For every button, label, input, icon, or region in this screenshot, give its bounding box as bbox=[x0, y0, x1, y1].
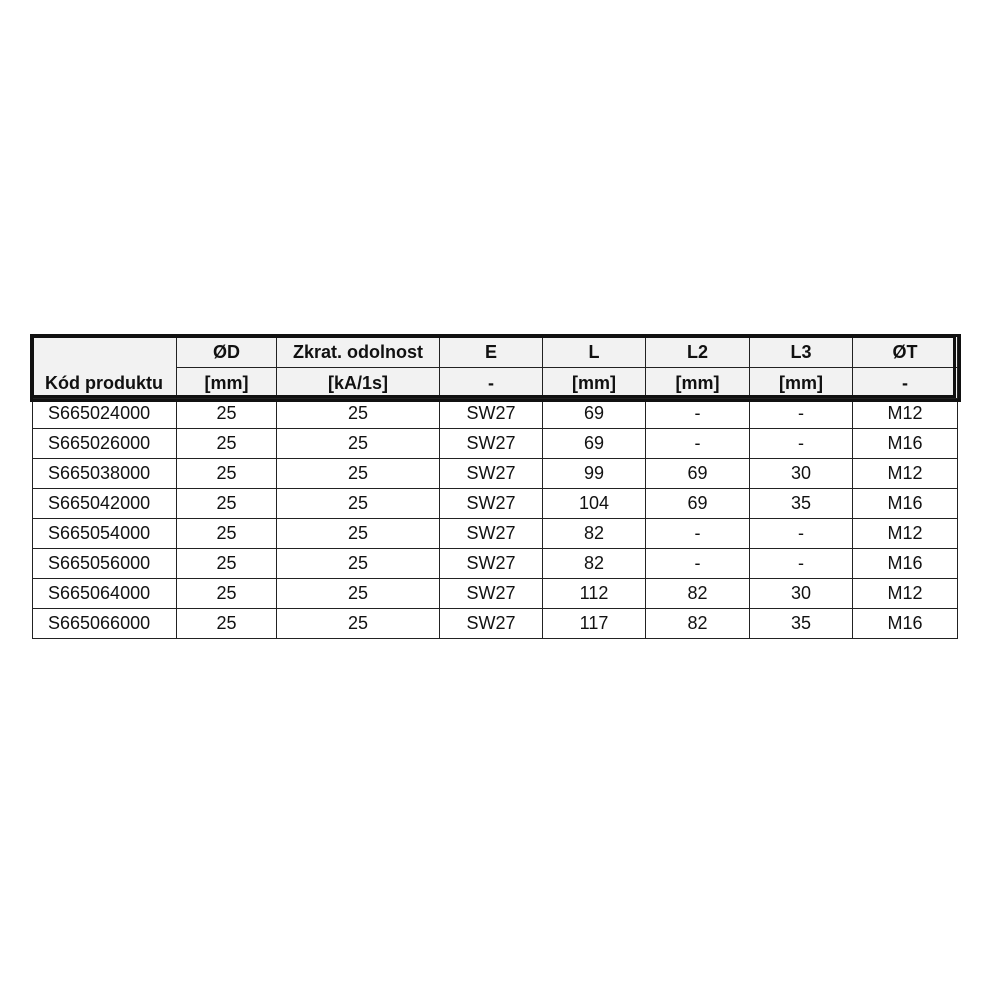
table-cell: M12 bbox=[853, 519, 958, 549]
table-cell: - bbox=[750, 519, 853, 549]
table-cell: 35 bbox=[750, 489, 853, 519]
product-code-cell: S665066000 bbox=[33, 609, 177, 639]
column-unit-thread: - bbox=[853, 368, 958, 399]
table-cell: 25 bbox=[177, 459, 277, 489]
table-cell: 99 bbox=[543, 459, 646, 489]
table-cell: 82 bbox=[646, 579, 750, 609]
table-cell: M16 bbox=[853, 609, 958, 639]
column-unit-e: - bbox=[440, 368, 543, 399]
table-cell: 25 bbox=[277, 519, 440, 549]
column-header-e: E bbox=[440, 337, 543, 368]
table-cell: 25 bbox=[177, 399, 277, 429]
table-cell: 25 bbox=[277, 429, 440, 459]
table-cell: 30 bbox=[750, 459, 853, 489]
table-cell: 104 bbox=[543, 489, 646, 519]
table-cell: M12 bbox=[853, 579, 958, 609]
table-cell: SW27 bbox=[440, 519, 543, 549]
table-cell: 69 bbox=[646, 459, 750, 489]
table-cell: M16 bbox=[853, 429, 958, 459]
table-row bbox=[33, 399, 958, 429]
table-cell: 25 bbox=[277, 549, 440, 579]
table-cell: SW27 bbox=[440, 399, 543, 429]
column-unit-l: [mm] bbox=[543, 368, 646, 399]
table-cell: 25 bbox=[177, 549, 277, 579]
table-cell: M16 bbox=[853, 489, 958, 519]
table-cell: 25 bbox=[177, 609, 277, 639]
table-cell: 69 bbox=[543, 399, 646, 429]
table-cell: 30 bbox=[750, 579, 853, 609]
header-row-names bbox=[33, 337, 958, 368]
table-cell: SW27 bbox=[440, 489, 543, 519]
table-header bbox=[33, 337, 958, 399]
column-unit-l3: [mm] bbox=[750, 368, 853, 399]
table-cell: 25 bbox=[177, 519, 277, 549]
product-table bbox=[32, 336, 958, 639]
product-table-container bbox=[32, 336, 957, 639]
table-cell: - bbox=[646, 549, 750, 579]
table-cell: SW27 bbox=[440, 579, 543, 609]
table-cell: 35 bbox=[750, 609, 853, 639]
table-cell: M12 bbox=[853, 459, 958, 489]
table-row bbox=[33, 429, 958, 459]
column-header-l3: L3 bbox=[750, 337, 853, 368]
product-code-cell: S665024000 bbox=[33, 399, 177, 429]
table-cell: 69 bbox=[543, 429, 646, 459]
table-cell: - bbox=[750, 399, 853, 429]
table-cell: - bbox=[750, 429, 853, 459]
table-row bbox=[33, 459, 958, 489]
table-cell: - bbox=[646, 429, 750, 459]
table-row bbox=[33, 579, 958, 609]
table-cell: 25 bbox=[277, 459, 440, 489]
product-code-cell: S665026000 bbox=[33, 429, 177, 459]
table-cell: 82 bbox=[543, 549, 646, 579]
table-cell: 82 bbox=[543, 519, 646, 549]
table-cell: M16 bbox=[853, 549, 958, 579]
table-cell: SW27 bbox=[440, 549, 543, 579]
table-cell: 25 bbox=[277, 489, 440, 519]
table-cell: 25 bbox=[277, 399, 440, 429]
column-header-l: L bbox=[543, 337, 646, 368]
table-cell: SW27 bbox=[440, 459, 543, 489]
column-header-code: Kód produktu bbox=[33, 337, 177, 399]
product-code-cell: S665064000 bbox=[33, 579, 177, 609]
table-cell: 117 bbox=[543, 609, 646, 639]
table-cell: - bbox=[646, 399, 750, 429]
table-cell: 25 bbox=[177, 489, 277, 519]
product-code-cell: S665042000 bbox=[33, 489, 177, 519]
column-unit-l2: [mm] bbox=[646, 368, 750, 399]
column-unit-short-circuit: [kA/1s] bbox=[277, 368, 440, 399]
product-code-cell: S665038000 bbox=[33, 459, 177, 489]
table-cell: M12 bbox=[853, 399, 958, 429]
table-cell: - bbox=[750, 549, 853, 579]
product-code-cell: S665056000 bbox=[33, 549, 177, 579]
table-row bbox=[33, 489, 958, 519]
column-unit-diameter: [mm] bbox=[177, 368, 277, 399]
product-code-cell: S665054000 bbox=[33, 519, 177, 549]
table-cell: 25 bbox=[177, 429, 277, 459]
column-header-thread: ØT bbox=[853, 337, 958, 368]
table-cell: - bbox=[646, 519, 750, 549]
table-cell: SW27 bbox=[440, 429, 543, 459]
table-body bbox=[33, 399, 958, 639]
table-row bbox=[33, 609, 958, 639]
table-cell: 25 bbox=[277, 609, 440, 639]
column-header-diameter: ØD bbox=[177, 337, 277, 368]
column-header-short-circuit: Zkrat. odolnost bbox=[277, 337, 440, 368]
table-row bbox=[33, 549, 958, 579]
table-cell: 25 bbox=[277, 579, 440, 609]
table-cell: 69 bbox=[646, 489, 750, 519]
table-cell: 25 bbox=[177, 579, 277, 609]
table-cell: SW27 bbox=[440, 609, 543, 639]
table-row bbox=[33, 519, 958, 549]
table-cell: 112 bbox=[543, 579, 646, 609]
column-header-l2: L2 bbox=[646, 337, 750, 368]
table-cell: 82 bbox=[646, 609, 750, 639]
